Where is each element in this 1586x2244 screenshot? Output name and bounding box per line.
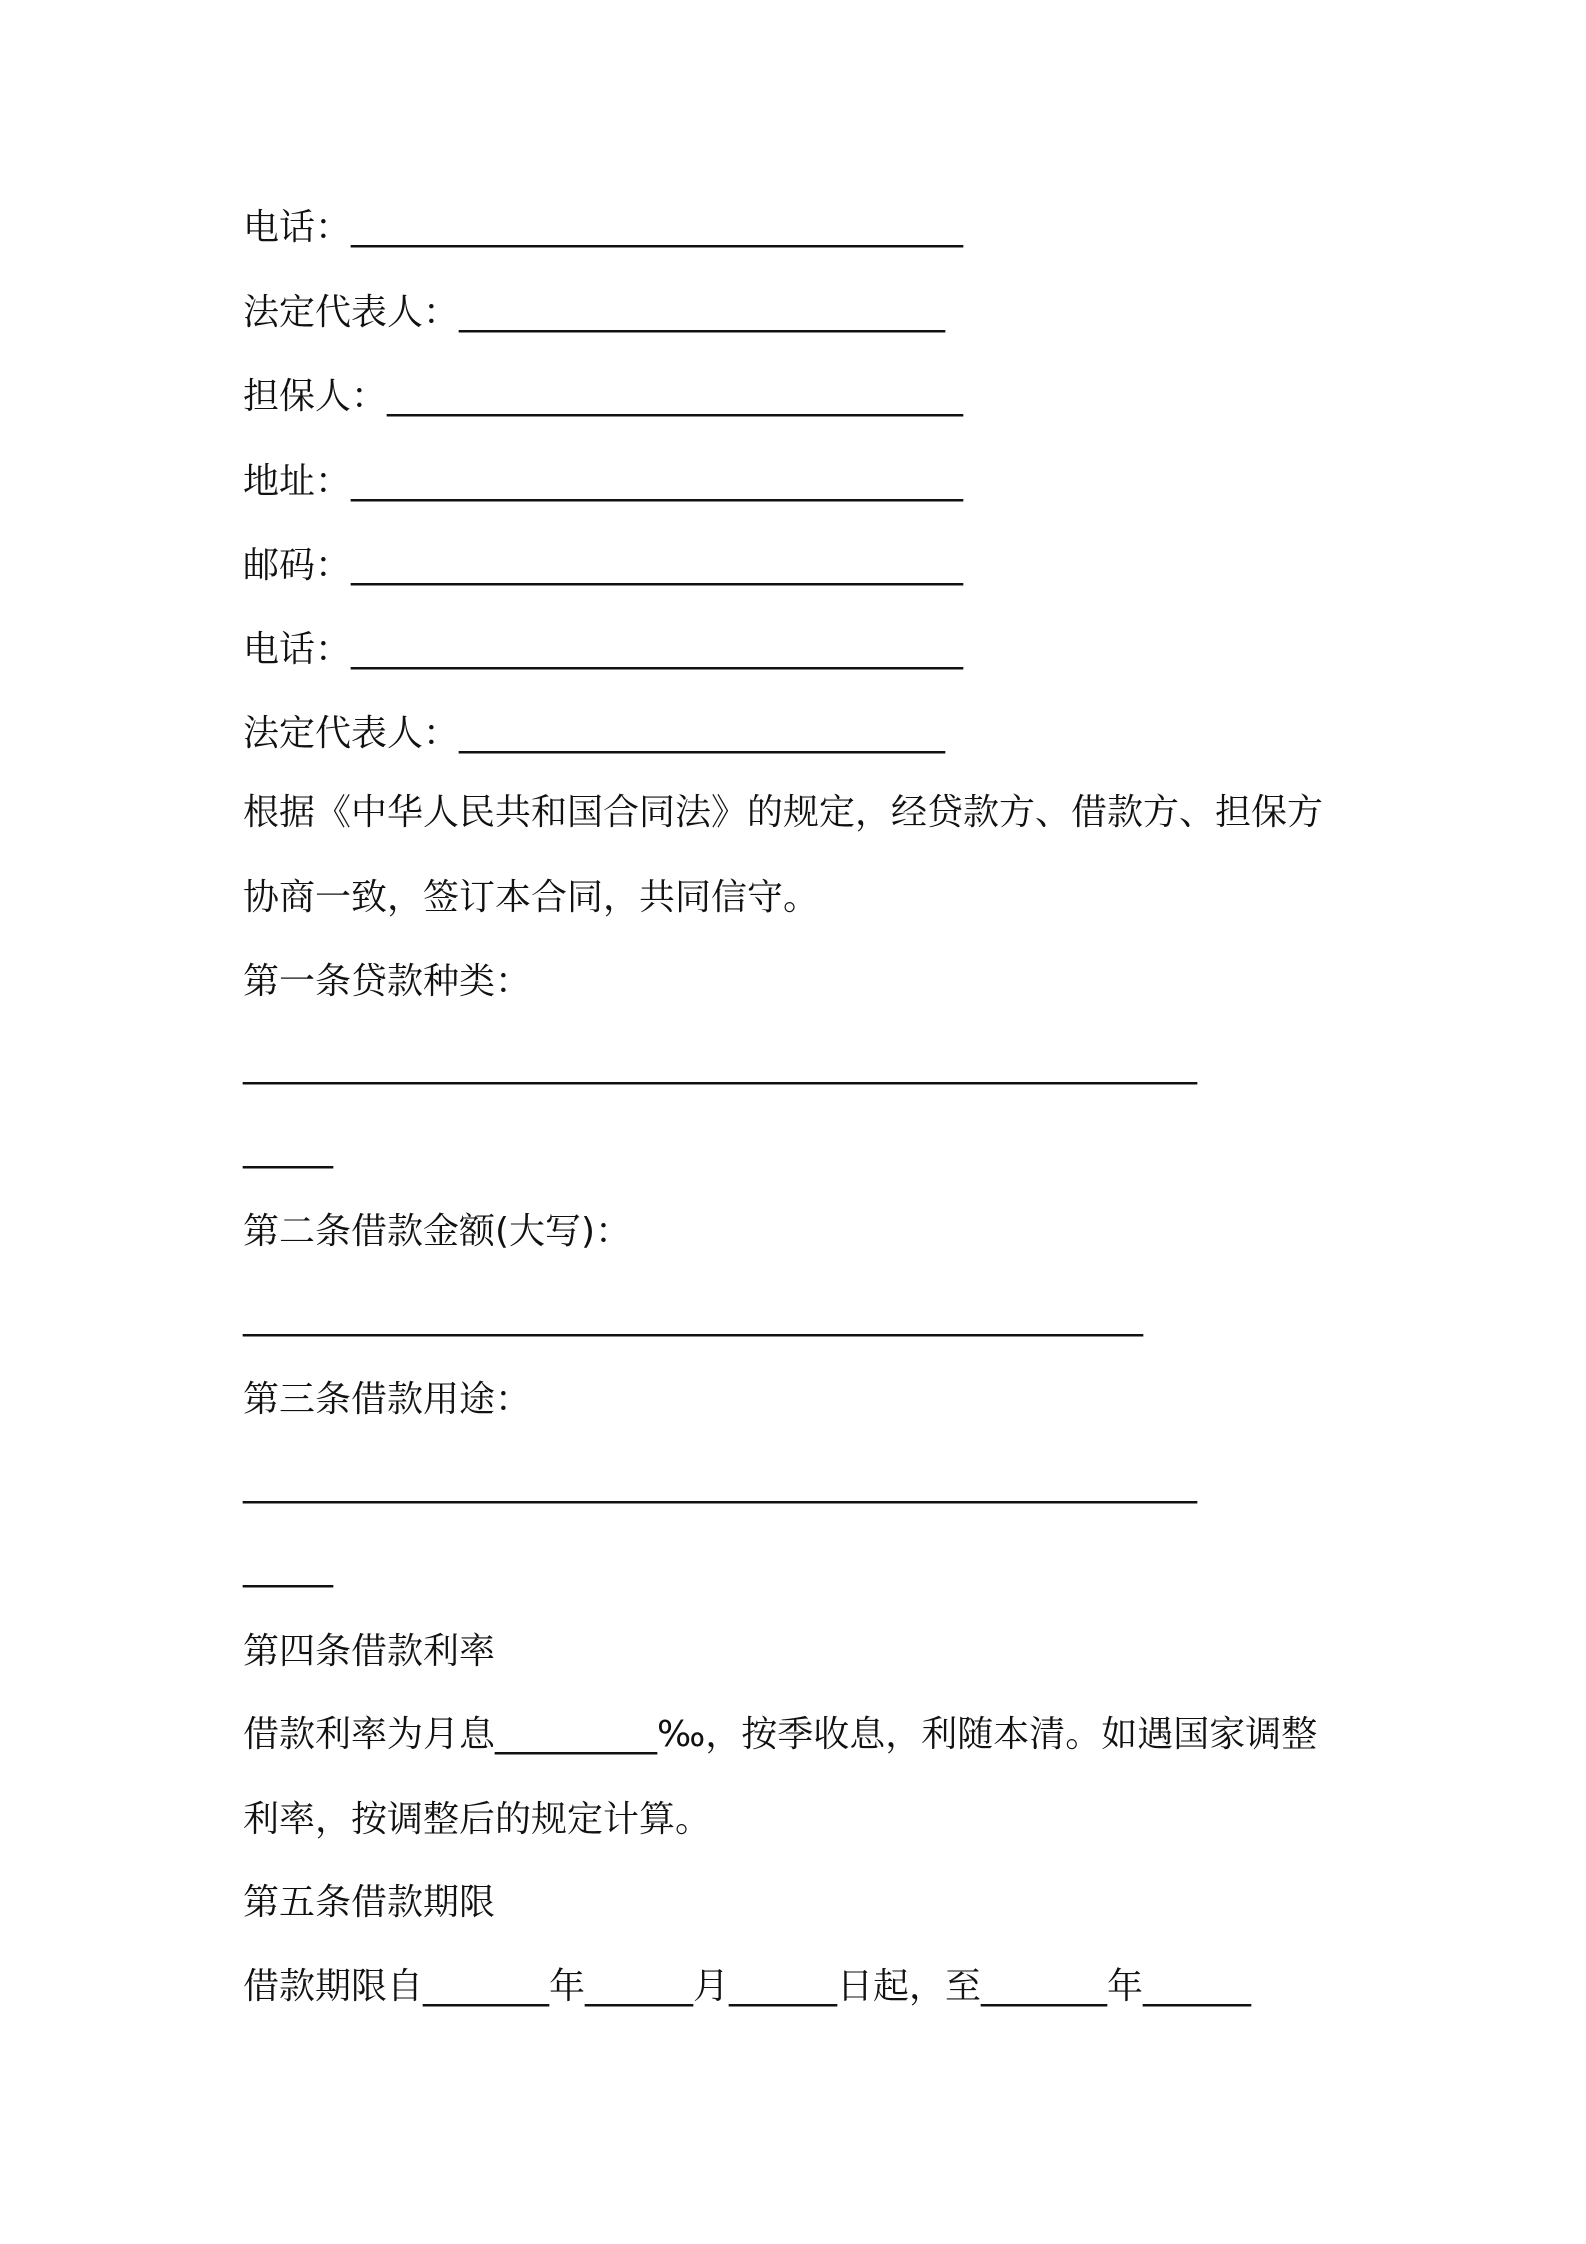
guarantor-field: 担保人：________________________________ — [243, 376, 964, 417]
article-4-paragraph-line-2: 利率，按调整后的规定计算。 — [243, 1799, 712, 1840]
article-1-blank-line-2: _____ — [243, 1128, 333, 1169]
article-3-blank-line-1: _____________________________________________________ — [243, 1463, 1197, 1504]
phone-field-1: 电话：__________________________________ — [243, 207, 964, 248]
phone-field-2: 电话：__________________________________ — [243, 629, 964, 670]
article-2-heading: 第二条借款金额(大写)： — [243, 1211, 632, 1252]
article-2-blank-line: __________________________________________________ — [243, 1296, 1143, 1337]
article-3-blank-line-2: _____ — [243, 1547, 333, 1588]
legal-representative-field-1: 法定代表人：___________________________ — [243, 292, 946, 333]
legal-representative-field-2: 法定代表人：___________________________ — [243, 713, 946, 754]
article-3-heading: 第三条借款用途： — [243, 1379, 532, 1420]
article-1-blank-line-1: _____________________________________________________ — [243, 1044, 1197, 1085]
preamble-paragraph-line-1: 根据《中华人民共和国合同法》的规定，经贷款方、借款方、担保方 — [243, 792, 1324, 833]
preamble-paragraph-line-2: 协商一致，签订本合同，共同信守。 — [243, 877, 820, 918]
postal-code-field: 邮码：__________________________________ — [243, 545, 964, 586]
article-5-heading: 第五条借款期限 — [243, 1882, 496, 1923]
article-5-paragraph-line-1: 借款期限自_______年______月______日起，至_______年______ — [243, 1966, 1252, 2007]
article-4-heading: 第四条借款利率 — [243, 1631, 496, 1672]
article-1-heading: 第一条贷款种类： — [243, 961, 532, 1002]
address-field: 地址：__________________________________ — [243, 461, 964, 502]
article-4-paragraph-line-1: 借款利率为月息_________‰，按季收息，利随本清。如遇国家调整 — [243, 1714, 1318, 1755]
